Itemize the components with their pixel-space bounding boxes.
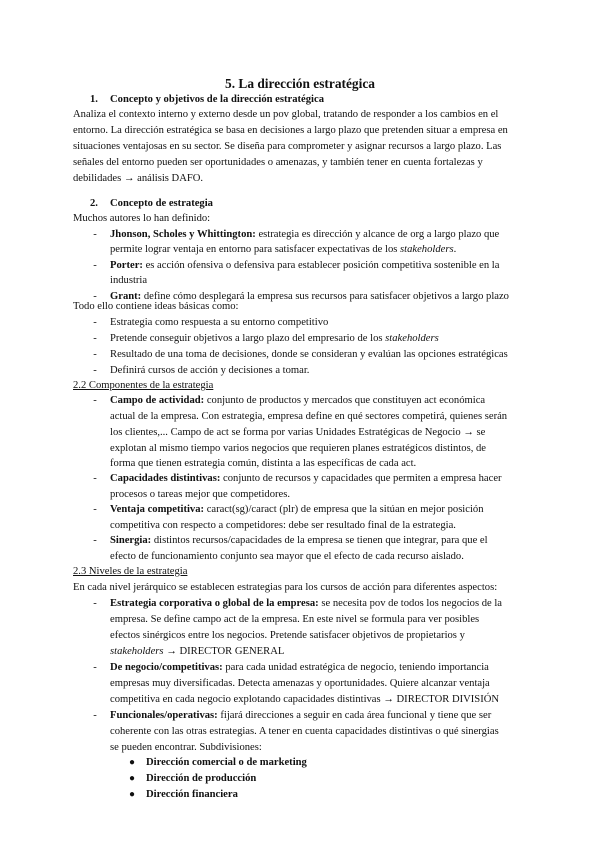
level-text: fijará direcciones a seguir en cada área funcional y tiene que ser	[217, 710, 492, 721]
dash-bullet: -	[93, 317, 97, 328]
dash-bullet: -	[93, 598, 97, 609]
bullet-dot: ●	[128, 757, 136, 768]
level-text: se necesita pov de todos los negocios de la	[318, 598, 503, 609]
component-text: distintos recursos/capacidades de la empresa se tienen que integrar, para que el	[151, 535, 488, 546]
list-item-continuation: se pueden encontrar. Subdivisiones:	[110, 742, 262, 753]
dash-bullet: -	[93, 229, 97, 240]
dash-bullet: -	[93, 662, 97, 673]
author-label: Porter:	[110, 260, 143, 271]
list-item-continuation: empresa. Se define campo act de la empresa. En este nivel se formula para ver posibles	[110, 614, 480, 625]
section-1-paragraph-line: señales del entorno pueden ser oportunidades o amenazas, y también tener en cuenta fortalezas y	[73, 157, 483, 168]
subdivision-text: Dirección comercial o de marketing	[146, 757, 307, 768]
level-text-italic: stakeholders	[110, 646, 164, 657]
section-2-3-heading: 2.3 Niveles de la estrategia	[73, 566, 188, 577]
subdivision-text: Dirección de producción	[146, 773, 257, 784]
dash-bullet: -	[93, 333, 97, 344]
page-title: 5. La dirección estratégica	[225, 76, 375, 91]
idea-text: Pretende conseguir objetivos a largo plazo del empresario de los	[110, 333, 386, 344]
level-label: Estrategia corporativa o global de la empresa:	[110, 598, 319, 609]
list-item-continuation: procesos o tareas mejor que competidores.	[110, 489, 291, 500]
list-item-continuation: empresas muy diversificadas. Detecta amenazas y oportunidades. Quiere alcanzar ventaja	[110, 678, 490, 689]
list-item-continuation: competitiva en cada negocio explotando capacidades distintivas → DIRECTOR DIVISIÓN	[110, 694, 500, 705]
dash-bullet: -	[93, 260, 97, 271]
dash-bullet: -	[93, 349, 97, 360]
author-text-italic: stakeholders	[400, 244, 454, 255]
dash-bullet: -	[93, 291, 97, 302]
level-text: → DIRECTOR GENERAL	[163, 646, 285, 657]
list-item-continuation: efectos sinérgicos entre los negocios. Pretende satisfacer objetivos de propietarios y	[110, 630, 465, 641]
list-item-continuation: explotan al mismo tiempo varios negocios que requieren planes estratégicos distintos, de	[110, 443, 486, 454]
section-1-paragraph-line: entorno. La dirección estratégica se basa en decisiones a largo plazo que pretenden situar a empresa en	[73, 125, 508, 136]
section-2-summary: Todo ello contiene ideas básicas como:	[73, 301, 239, 312]
dash-bullet: -	[93, 473, 97, 484]
author-label: Jhonson, Scholes y Whittington:	[110, 229, 256, 240]
component-text: caract(sg)/caract (plr) de empresa que la sitúan en mejor posición	[204, 504, 484, 515]
section-2-2-heading: 2.2 Componentes de la estrategia	[73, 380, 214, 391]
list-item-continuation: actual de la empresa. Con estrategia, empresa define en qué sectores competirá, quienes serán	[110, 411, 508, 422]
dash-bullet: -	[93, 395, 97, 406]
list-item-continuation	[110, 644, 284, 660]
idea-text: Estrategia como respuesta a su entorno competitivo	[110, 317, 329, 328]
component-text: conjunto de recursos y capacidades que permiten a empresa hacer	[220, 473, 502, 484]
section-1-title: Concepto y objetivos de la dirección estratégica	[110, 94, 324, 105]
level-text: para cada unidad estratégica de negocio, teniendo importancia	[222, 662, 489, 673]
section-2-number: 2.	[90, 198, 98, 209]
list-item-continuation: industria	[110, 275, 148, 286]
dash-bullet: -	[93, 535, 97, 546]
idea-text: Resultado de una toma de decisiones, donde se consideran y evalúan las opciones estratégicas	[110, 349, 508, 360]
component-label: Sinergia:	[110, 535, 152, 546]
dash-bullet: -	[93, 365, 97, 376]
dash-bullet: -	[93, 504, 97, 515]
author-text: estrategia es dirección y alcance de org a largo plazo que	[255, 229, 500, 240]
list-item-continuation: efecto de funcionamiento conjunto sea mayor que el efecto de cada recurso aislado.	[110, 551, 464, 562]
bullet-dot: ●	[128, 789, 136, 800]
list-item-continuation: coherente con las otras estrategias. A tener en cuenta capacidades distintivas o qué sinergias	[110, 726, 499, 737]
section-1-paragraph-line: debilidades → análisis DAFO.	[73, 173, 204, 184]
level-label: Funcionales/operativas:	[110, 710, 218, 721]
author-text: .	[453, 244, 457, 255]
section-1-number: 1.	[90, 94, 98, 105]
component-text: conjunto de productos y mercados que constituyen act económica	[204, 395, 486, 406]
author-text: es acción ofensiva o defensiva para establecer posición competitiva sostenible en la	[142, 260, 500, 271]
component-label: Ventaja competitiva:	[110, 504, 205, 515]
list-item-continuation	[110, 242, 456, 258]
subdivision-text: Dirección financiera	[146, 789, 238, 800]
section-1-paragraph-line: Analiza el contexto interno y externo desde un pov global, tratando de responder a los cambios en el	[73, 109, 499, 120]
author-text: permite lograr ventaja en entorno para satisfacer expectativas de los	[110, 244, 401, 255]
dash-bullet: -	[93, 710, 97, 721]
section-1-paragraph-line: situaciones ventajosas en su sector. Se diseña para comprometer y asignar recursos a largo plazo. Las	[73, 141, 502, 152]
list-item-continuation: forma que tienen estrategia común, distinta a las específicas de cada act.	[110, 458, 417, 469]
level-label: De negocio/competitivas:	[110, 662, 223, 673]
author-text: define cómo desplegará la empresa sus recursos para satisfacer objetivos a largo plazo	[141, 291, 509, 302]
idea-text: Definirá cursos de acción y decisiones a tomar.	[110, 365, 310, 376]
component-label: Campo de actividad:	[110, 395, 205, 406]
idea-text-italic: stakeholders	[385, 333, 439, 344]
list-item-continuation: los clientes,... Campo de act se forma por varias Unidades Estratégicas de Negocio → se	[110, 427, 486, 438]
section-2-intro: Muchos autores lo han definido:	[73, 213, 211, 224]
section-2-title: Concepto de estrategia	[110, 198, 213, 209]
author-label: Grant:	[110, 291, 142, 302]
component-label: Capacidades distintivas:	[110, 473, 221, 484]
section-2-3-intro: En cada nivel jerárquico se establecen estrategias para los cursos de acción para diferentes aspectos:	[73, 582, 498, 593]
list-item-continuation: competitiva con respecto a competidores: debe ser resultado final de la estrategia.	[110, 520, 456, 531]
bullet-dot: ●	[128, 773, 136, 784]
